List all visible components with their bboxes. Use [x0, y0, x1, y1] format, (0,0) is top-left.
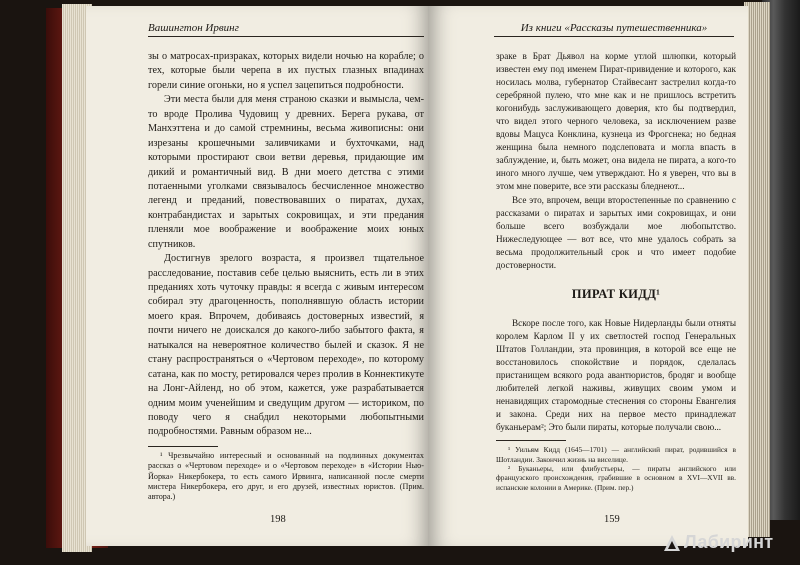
chapter-heading: ПИРАТ КИДД¹ [571, 286, 661, 301]
footnote: ¹ Чрезвычайно интересный и основанный на подлинных документах рассказ о «Чертовом переходе» и о «Чертовом переходе» в «Истории Нью-Йорка» Никербокера, то есть самого Ирвинга, написанной после смерти мистера Никербокера, его друг, и его друзей, известных юристов. (Прим. автора.) [148, 450, 424, 502]
left-running-head: Вашингтон Ирвинг [148, 22, 424, 37]
paragraph: Все это, впрочем, вещи второстепенные по сравнению с рассказами о пиратах и зарытых ими сокровищах, и они больше всего возбуждали мое любопытство. Нижеследующее — вот все, что мне удалось собрать за весьма продолжительный срок и что имеет подобие достоверности. [496, 194, 736, 270]
paragraph: Вскоре после того, как Новые Нидерланды были отняты королем Карлом II у их светлостей господ Генеральных Штатов Голландии, эта провинция, в которой все еще не восстановилось спокойствие и порядок, сделалась пристанищем всякого рода авантюристов, бродяг и вообще любителей легкой наживы, живущих своим умом и ненавидящих старомодные стеснения со стороны Евангелия и закона. Среди них на первое место принадлежат буканьерам²; Это были пираты, которые получали свою... [496, 317, 736, 433]
labirint-logo-icon [662, 533, 682, 553]
paragraph: Достигнув зрелого возраста, я произвел тщательное расследование, поставив себе целью выяснить, есть ли в этих преданиях хоть чуточку правды: я всегда с живым интересом собирал эту драгоценность, пополнявшую область истории моего края. Впрочем, добиваясь достоверных известий, я почти ничего не доискался до какого-либо забытого факта, я натыкался на невероятное количество былей и сказок. Я не стану распространяться о «Чертовом переходе», по которому сатана, как по мосту, ретировался через пролив в Коннектикуте на Лонг-Айленд, но об этом, кажется, уже разрабатывается одним моим ученейшим и сведущим другом — историком, по поводу чего я снабдил некоторыми любопытными подробностями. Равным образом не... [148, 253, 424, 438]
left-page [86, 6, 430, 546]
labirint-watermark [662, 532, 773, 553]
paragraph: зы о матросах-призраках, которых видели ночью на корабле; о тех, которые были черепа в их пустых глазных впадинах горели синие огоньки, но я успел зацепиться подробности. [148, 51, 424, 91]
footnote: ² Буканьеры, или флибустьеры, — пираты английского или французского происхождения, грабившие в основном в XVI—XVII вв. испанские колонии в Америке. (Прим. пер.) [496, 464, 736, 492]
footnote-rule [148, 446, 218, 447]
footnote: ¹ Уильям Кидд (1645—1701) — английский пират, родившийся в Шотландии. Закончил жизнь на виселице. [496, 445, 736, 464]
right-footnotes [496, 445, 736, 492]
page-number-left: 198 [270, 514, 286, 525]
right-running-head: Из книги «Рассказы путешественника» [494, 22, 734, 37]
watermark-text: Лабиринт [684, 532, 774, 552]
page-number-right: 159 [604, 514, 620, 525]
paragraph: Эти места были для меня страною сказки и вымысла, чем-то вроде Пролива Чудовищ у древних. Берега рукава, от Манхэттена и до самой стремнины, весьма живописны: они изрезаны крошечными заливчиками и бухточками, над которыми простирают свои ветви деревья, придающие им дикий и романтичный вид. В дни моего детства с этими потаенными уголками связывалось бесчисленное множество легенд и преданий, повествовавших о пиратах, духах, контрабандистах и зарытых сокровищах, и эти предания пленяли мое воображение и воображение моих юных спутников. [148, 94, 424, 250]
footnote-rule [496, 440, 566, 441]
left-footnotes [148, 451, 424, 503]
right-page [428, 6, 748, 546]
paragraph: зраке в Брат Дьявол на корме утлой шлюпки, который известен ему под именем Пират-привидение и которого, как носилась молва, губернатор Стайвесант застрелил когда-то серебряной пулею, что мне как и не пришлось встретить когонибудь заслуживающего доверия, кто бы подтвердил, что видел этого черного человека, за исключением разве вдовы Мацуса Конклина, кузнеца из Фрогснека; но бедная женщина была немного подслеповата и могла впасть в заблуждение, и, быть может, она видела не пирата, а кого-то иного много лучше, чем утверждают. Но я уверен, что вы в этом мне поверите, все эти рассказы бледнеют... [496, 51, 736, 192]
left-page-text [148, 50, 424, 503]
right-page-text [496, 50, 736, 492]
